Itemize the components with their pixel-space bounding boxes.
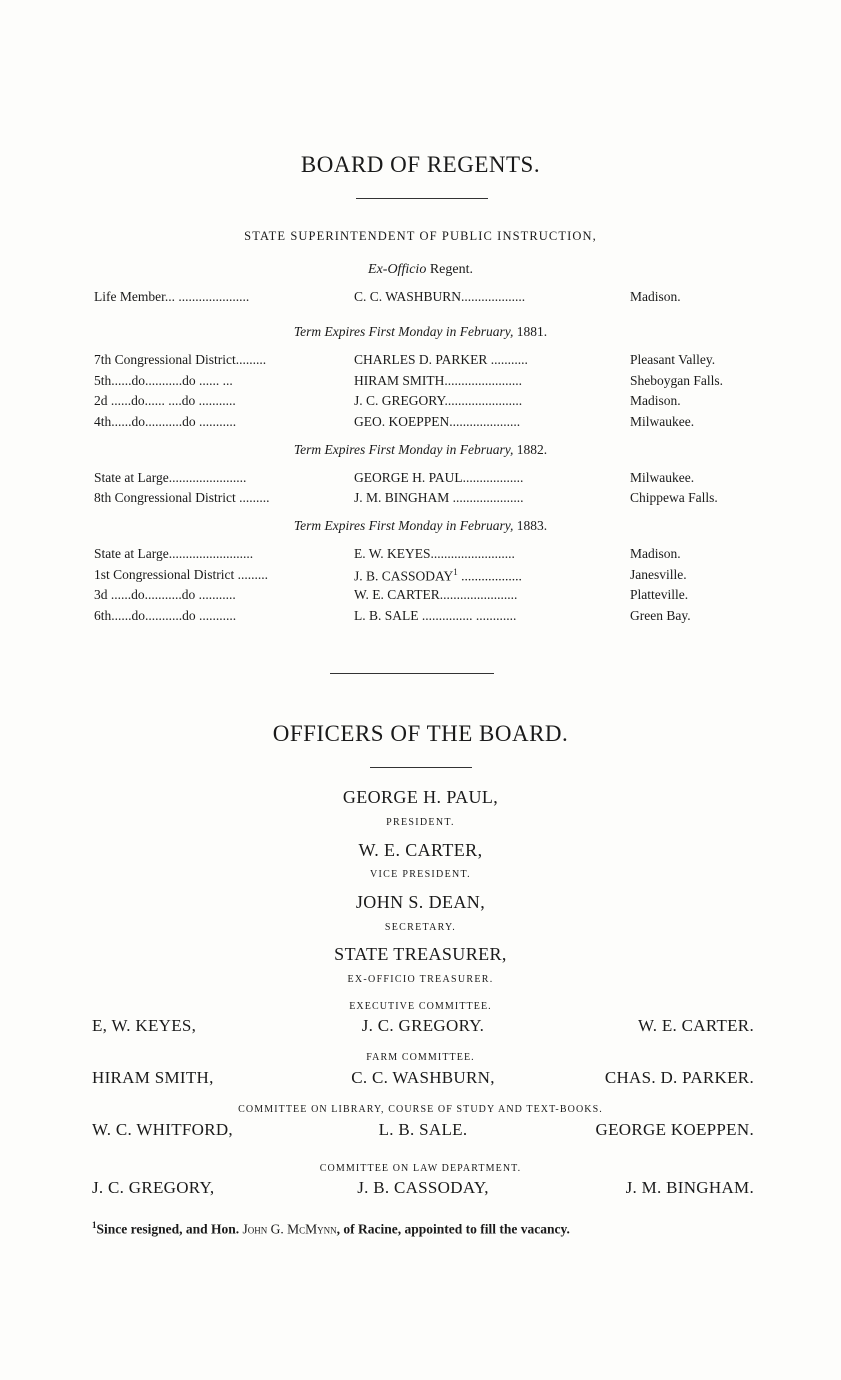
term-label: Term Expires First Monday in February, (293, 518, 514, 533)
superintendent-line: STATE SUPERINTENDENT OF PUBLIC INSTRUCTION, (244, 229, 597, 243)
member-name: W. E. CARTER. (637, 1016, 754, 1035)
member-name: HIRAM SMITH, (92, 1068, 214, 1087)
table-row (94, 393, 754, 411)
row-town: Janesville. (630, 567, 687, 582)
term-label: Term Expires First Monday in February, (293, 442, 514, 457)
committee-members (92, 1120, 754, 1142)
row-district: State at Large......................... (94, 546, 254, 561)
footnote-number: 1 (92, 1220, 97, 1230)
committee-label: COMMITTEE ON LAW DEPARTMENT. (319, 1163, 522, 1174)
officer-title: PRESIDENT. (386, 817, 455, 828)
row-name: E. W. KEYES......................... (354, 546, 515, 561)
member-name: J. M. BINGHAM. (625, 1178, 754, 1197)
term-year: 1882. (513, 442, 548, 457)
committee-members (92, 1016, 754, 1038)
committee-label: FARM COMMITTEE. (366, 1052, 475, 1063)
member-name: J. B. CASSODAY, (357, 1178, 489, 1197)
row-town: Green Bay. (630, 608, 691, 623)
row-district: State at Large....................... (94, 470, 247, 485)
ex-officio-line (0, 262, 841, 278)
term-heading-1883 (0, 518, 841, 534)
row-district: 2d ......do...... ....do ........... (94, 393, 236, 408)
committee-label: COMMITTEE ON LIBRARY, COURSE OF STUDY AND TEXT-BOOKS. (238, 1104, 603, 1115)
table-row (94, 490, 754, 508)
member-name: CHAS. D. PARKER. (604, 1068, 754, 1087)
table-row (94, 414, 754, 432)
row-town: Sheboygan Falls. (630, 373, 723, 388)
row-name: HIRAM SMITH....................... (354, 373, 523, 388)
committee-members (92, 1178, 754, 1200)
row-town: Platteville. (630, 587, 689, 602)
footnote-text-b: , of Racine, appointed to fill the vacancy. (336, 1221, 570, 1237)
life-member-row (94, 289, 754, 307)
officers-title: OFFICERS OF THE BOARD. (272, 721, 569, 746)
table-row (94, 470, 754, 488)
title-rule (356, 198, 488, 199)
row-town: Madison. (630, 546, 681, 561)
row-district: 7th Congressional District......... (94, 352, 267, 367)
footnote-name: John G. McMynn (242, 1221, 337, 1237)
committee-members (92, 1068, 754, 1090)
row-town: Milwaukee. (630, 470, 695, 485)
footnote-text-a: Since resigned, and Hon. (96, 1221, 243, 1237)
term-year: 1883. (513, 518, 548, 533)
row-town: Madison. (630, 289, 681, 304)
row-name: GEO. KOEPPEN..................... (354, 414, 521, 429)
title-rule (370, 767, 472, 768)
table-row (94, 546, 754, 564)
section-rule (330, 673, 494, 674)
term-heading-1881 (0, 324, 841, 340)
row-name: J. C. GREGORY....................... (354, 393, 523, 408)
row-name: J. M. BINGHAM ..................... (354, 490, 524, 505)
ex-officio-rest: Regent. (426, 262, 473, 277)
row-district: 8th Congressional District ......... (94, 490, 270, 505)
officer-name: W. E. CARTER, (358, 840, 483, 860)
row-name: GEORGE H. PAUL.................. (354, 470, 524, 485)
officer-name: GEORGE H. PAUL, (342, 787, 499, 807)
row-district: 5th......do...........do ...... ... (94, 373, 233, 388)
row-name: CHARLES D. PARKER ........... (354, 352, 528, 367)
row-town: Chippewa Falls. (630, 490, 718, 505)
row-name: L. B. SALE ............... ............ (354, 608, 517, 623)
row-district: Life Member... ..................... (94, 289, 250, 304)
regents-title: BOARD OF REGENTS. (300, 152, 541, 177)
term-heading-1882 (0, 442, 841, 458)
member-name: L. B. SALE. (378, 1120, 468, 1139)
committee-label: EXECUTIVE COMMITTEE. (349, 1001, 492, 1012)
table-row (94, 567, 754, 585)
member-name: E, W. KEYES, (92, 1016, 197, 1035)
row-town: Pleasant Valley. (630, 352, 716, 367)
row-town: Milwaukee. (630, 414, 695, 429)
member-name: W. C. WHITFORD, (92, 1120, 233, 1139)
row-name (354, 567, 629, 585)
row-district: 4th......do...........do ........... (94, 414, 237, 429)
ex-officio-italic: Ex-Officio (368, 262, 427, 277)
member-name: J. C. GREGORY. (361, 1016, 485, 1035)
row-district: 3d ......do...........do ........... (94, 587, 236, 602)
table-row (94, 608, 754, 626)
term-year: 1881. (513, 324, 548, 339)
row-name: W. E. CARTER....................... (354, 587, 518, 602)
row-name-text: J. B. CASSODAY (354, 568, 454, 584)
footnote (92, 1220, 754, 1238)
row-name-dots: .................. (457, 568, 522, 584)
officer-name: STATE TREASURER, (334, 944, 507, 964)
member-name: J. C. GREGORY, (92, 1178, 215, 1197)
member-name: GEORGE KOEPPEN. (595, 1120, 754, 1139)
officer-name: JOHN S. DEAN, (355, 892, 486, 912)
table-row (94, 373, 754, 391)
row-district: 1st Congressional District ......... (94, 567, 268, 582)
row-town: Madison. (630, 393, 681, 408)
row-name: C. C. WASHBURN................... (354, 289, 526, 304)
officer-title: VICE PRESIDENT. (370, 869, 471, 880)
footnote-mark: 1 (453, 567, 458, 577)
table-row (94, 587, 754, 605)
row-district: 6th......do...........do ........... (94, 608, 237, 623)
table-row (94, 352, 754, 370)
member-name: C. C. WASHBURN, (351, 1068, 495, 1087)
term-label: Term Expires First Monday in February, (293, 324, 514, 339)
officer-title: EX-OFFICIO TREASURER. (347, 974, 494, 985)
officer-title: SECRETARY. (384, 922, 457, 933)
